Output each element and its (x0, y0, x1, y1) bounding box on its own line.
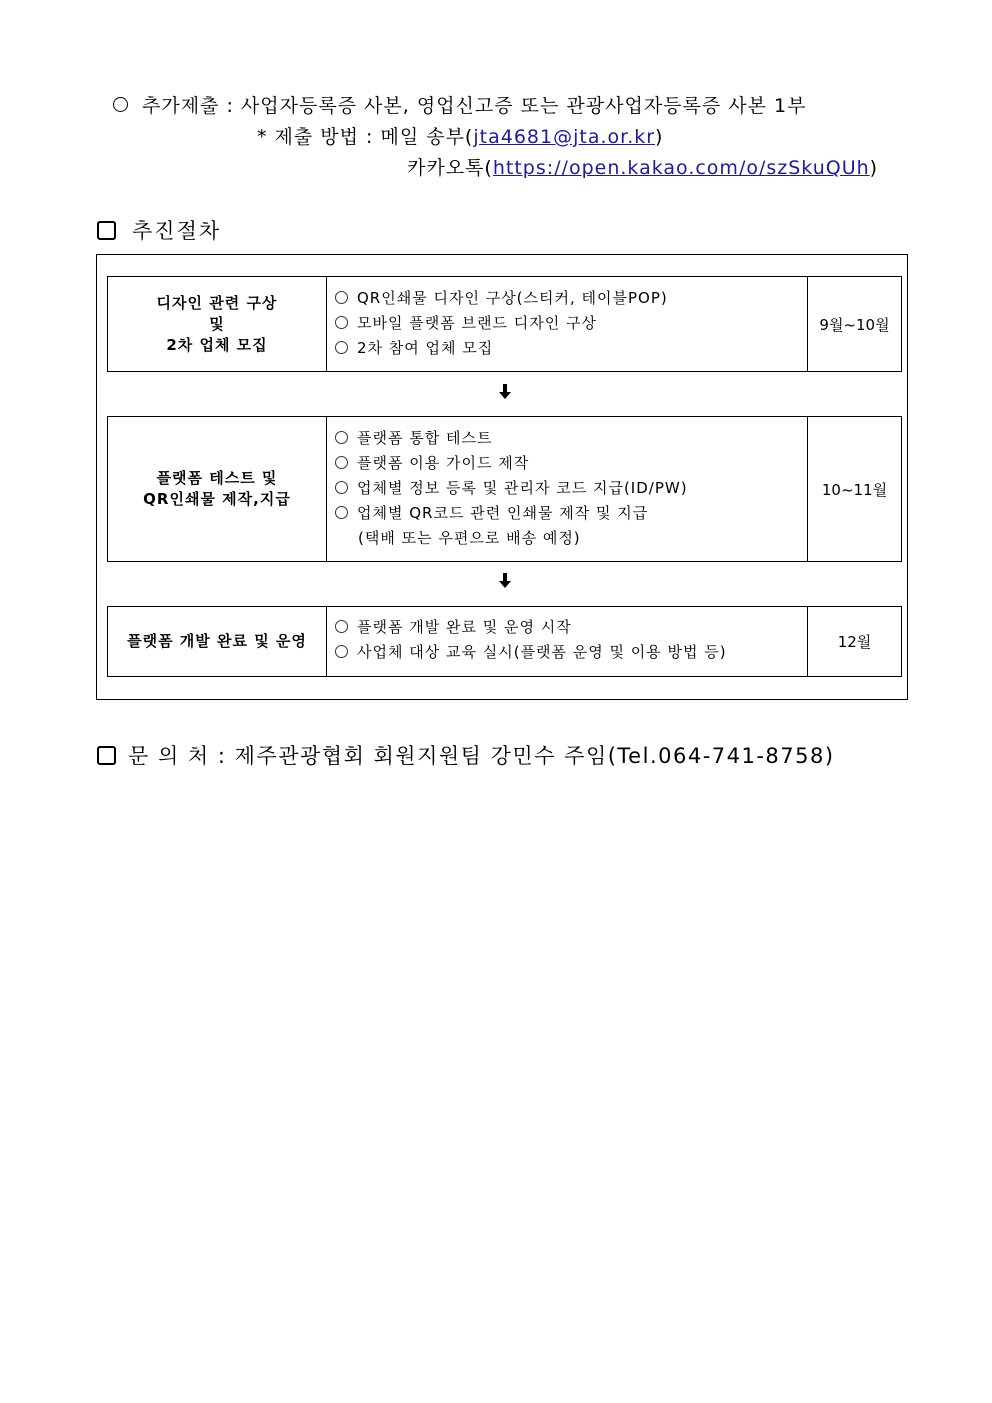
step-item (335, 640, 807, 665)
step-item-text: 업체별 정보 등록 및 관리자 코드 지급(ID/PW) (357, 479, 688, 497)
step-item-note: (택배 또는 우편으로 배송 예정) (358, 529, 581, 547)
circle-bullet-icon (335, 645, 348, 658)
step-item-text: 모바일 플랫폼 브랜드 디자인 구상 (357, 314, 597, 332)
step-item-text: 사업체 대상 교육 실시(플랫폼 운영 및 이용 방법 등) (357, 643, 727, 661)
step-item-text: 2차 참여 업체 모집 (357, 339, 494, 357)
step-items (327, 277, 808, 371)
step-item-text: 플랫폼 개발 완료 및 운영 시작 (357, 618, 572, 636)
square-bullet-icon (97, 746, 116, 765)
down-arrow-icon (496, 383, 514, 401)
circle-bullet-icon (335, 431, 348, 444)
step-title (108, 417, 327, 561)
step-title (108, 607, 327, 676)
step-item (335, 476, 807, 501)
email-link[interactable]: jta4681@jta.or.kr (473, 126, 656, 148)
kakao-link[interactable]: https://open.kakao.com/o/szSkuQUh (492, 157, 870, 179)
step-title-line: 2차 업체 모집 (166, 335, 268, 354)
step-period: 9월~10월 (819, 315, 890, 334)
step-item-text: 업체별 QR코드 관련 인쇄물 제작 및 지급 (357, 504, 649, 522)
procedure-heading-text: 추진절차 (132, 219, 222, 243)
step-title-line: 플랫폼 테스트 및 (156, 469, 278, 487)
step-items (327, 417, 808, 561)
step-item-text: QR인쇄물 디자인 구상(스티커, 테이블POP) (357, 289, 668, 307)
step-item (335, 286, 807, 311)
contact-line (97, 740, 835, 770)
circle-bullet-icon (335, 506, 348, 519)
additional-submission-line (113, 91, 806, 118)
step-period: 10~11월 (821, 480, 888, 499)
submission-method-label: * 제출 방법 : 메일 송부( (257, 126, 474, 148)
additional-submission-text: 추가제출 : 사업자등록증 사본, 영업신고증 또는 관광사업자등록증 사본 1부 (142, 95, 807, 117)
procedure-heading (97, 215, 221, 245)
circle-bullet-icon (335, 456, 348, 469)
circle-bullet-icon (113, 97, 128, 112)
step-title-line: 플랫폼 개발 완료 및 운영 (127, 632, 307, 650)
paren-close: ) (655, 126, 664, 148)
step-period: 12월 (837, 633, 872, 651)
procedure-step-1 (107, 276, 902, 372)
kakao-line (407, 153, 878, 180)
contact-text: 문 의 처 : 제주관광협회 회원지원팀 강민수 주임(Tel.064-741-8758) (128, 744, 835, 768)
procedure-step-2 (107, 416, 902, 562)
step-title (108, 277, 327, 371)
circle-bullet-icon (335, 481, 348, 494)
step-item-text: 플랫폼 통합 테스트 (357, 429, 493, 447)
step-item (335, 451, 807, 476)
step-title-line: 디자인 관련 구상 (156, 293, 278, 312)
square-bullet-icon (97, 221, 116, 240)
step-items (327, 607, 808, 676)
step-item (335, 615, 807, 640)
step-item (335, 501, 807, 526)
submission-method-line (257, 122, 663, 149)
step-item (335, 311, 807, 336)
down-arrow-icon (496, 572, 514, 590)
step-title-line: 및 (209, 314, 225, 333)
circle-bullet-icon (335, 620, 348, 633)
paren-close: ) (869, 157, 879, 179)
circle-bullet-icon (335, 341, 348, 354)
step-item-text: 플랫폼 이용 가이드 제작 (357, 454, 530, 472)
circle-bullet-icon (335, 291, 348, 304)
step-title-line: QR인쇄물 제작,지급 (143, 490, 291, 508)
procedure-step-3 (107, 606, 902, 677)
circle-bullet-icon (335, 316, 348, 329)
step-item (335, 426, 807, 451)
step-item (335, 336, 807, 361)
kakao-label: 카카오톡( (407, 157, 493, 179)
